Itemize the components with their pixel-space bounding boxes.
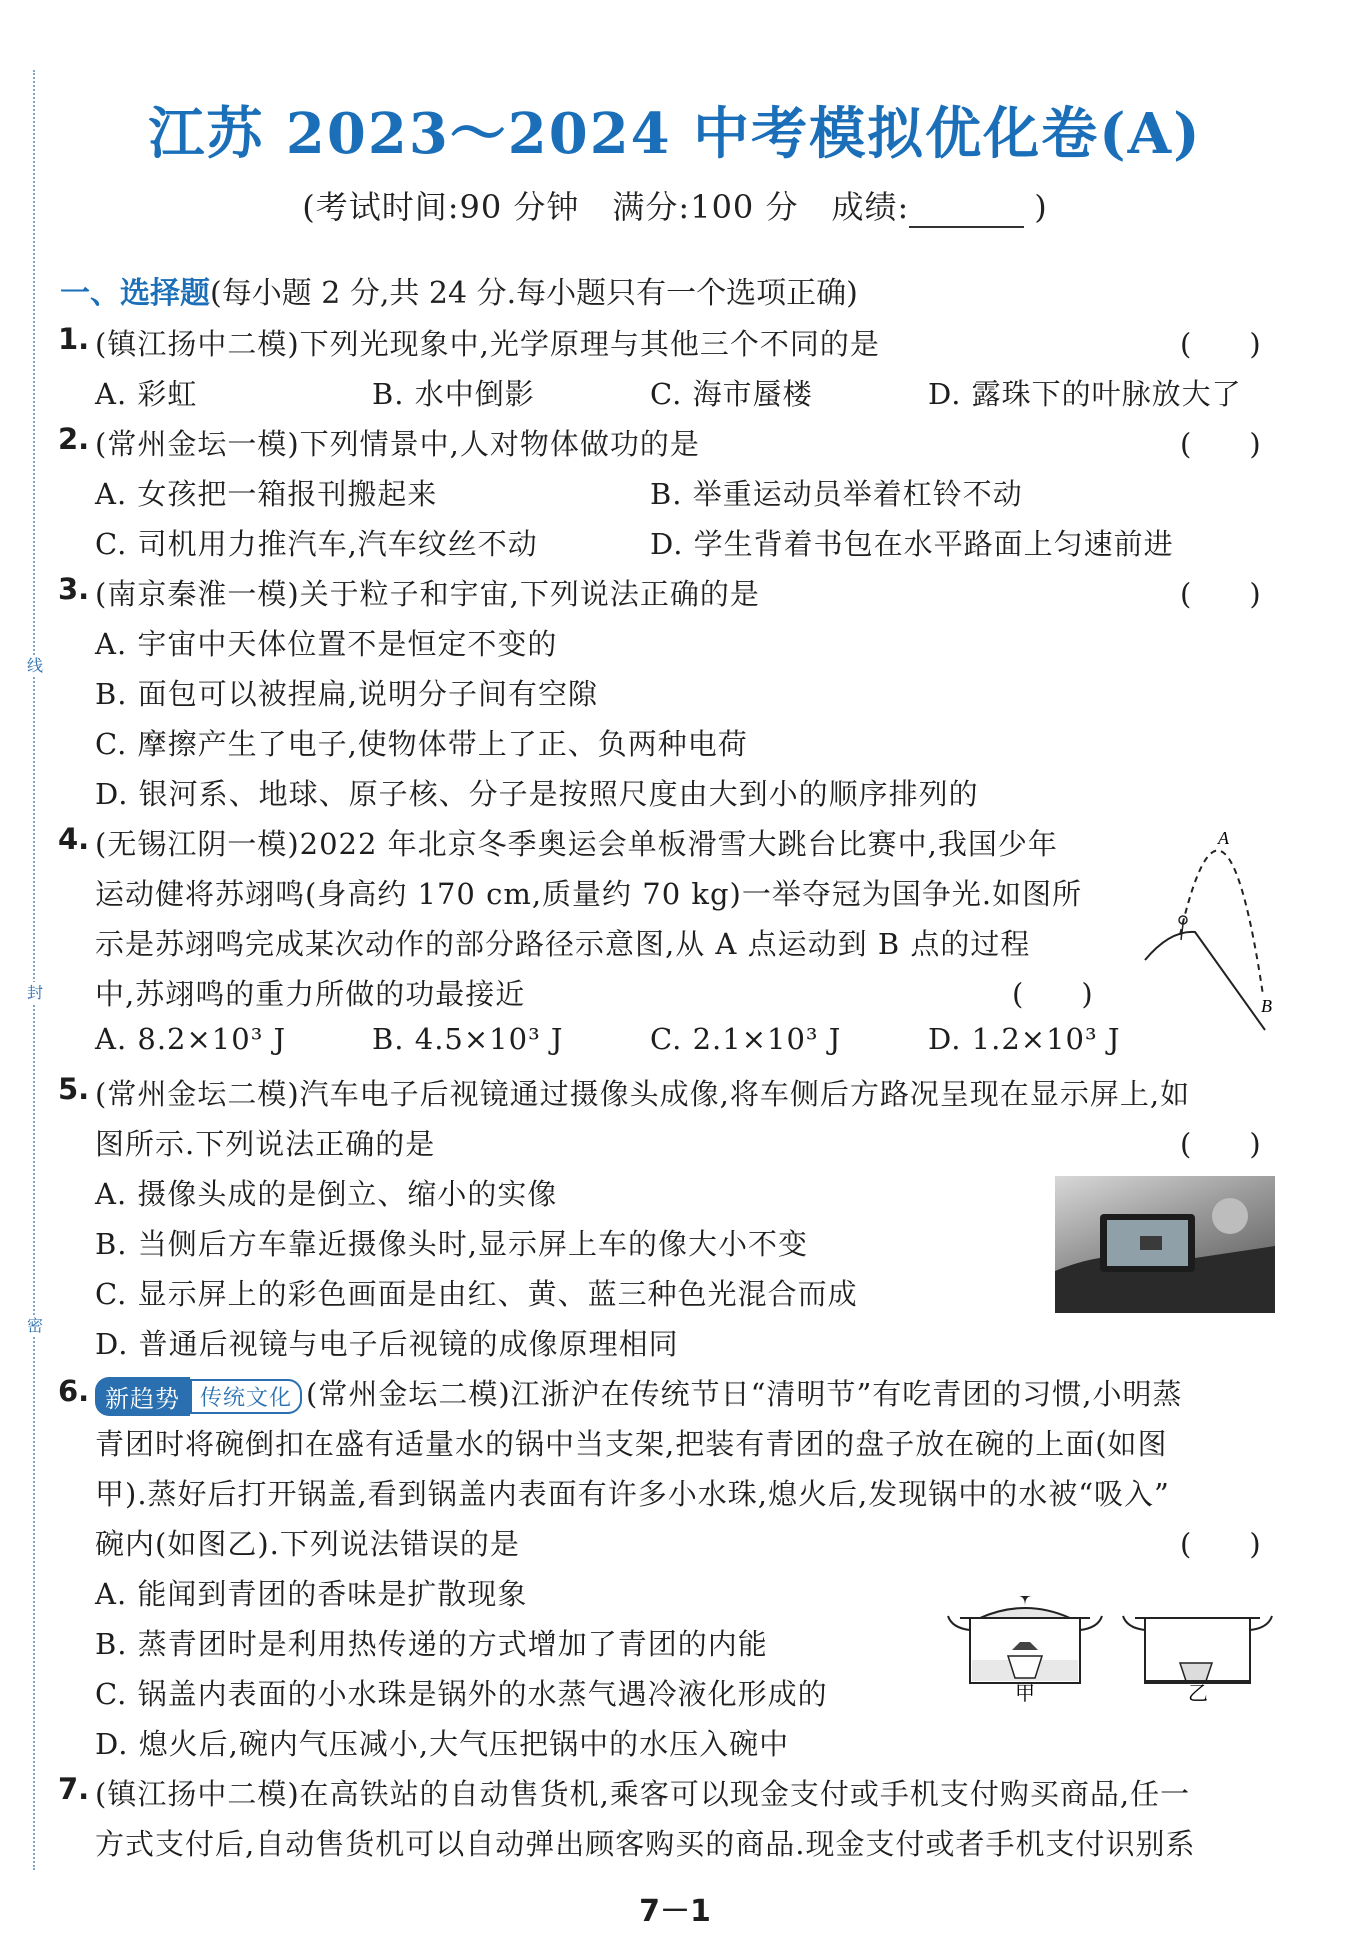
- option: B. 举重运动员举着杠铃不动: [650, 477, 1023, 511]
- pot-yi: [1123, 1616, 1272, 1683]
- question-stem: 运动健将苏翊鸣(身高约 170 cm,质量约 70 kg)一举夺冠为国争光.如图所: [95, 877, 1083, 911]
- section-title: 一、选择题: [60, 276, 210, 311]
- steamer-pot-figures: [940, 1578, 1280, 1708]
- skier-body: [1181, 924, 1183, 940]
- pot-jia: [948, 1596, 1102, 1683]
- question-stem: 碗内(如图乙).下列说法错误的是: [95, 1527, 520, 1561]
- question-number: 3.: [58, 572, 90, 606]
- option: B. 面包可以被捏扁,说明分子间有空隙: [95, 677, 598, 711]
- question-number: 4.: [58, 822, 90, 856]
- question-number: 7.: [58, 1772, 90, 1806]
- option: D. 学生背着书包在水平路面上匀速前进: [650, 527, 1174, 561]
- question-stem: 中,苏翊鸣的重力所做的功最接近: [95, 977, 526, 1011]
- question-number: 1.: [58, 322, 90, 356]
- option: A. 宇宙中天体位置不是恒定不变的: [95, 627, 558, 661]
- question-stem: 图所示.下列说法正确的是: [95, 1127, 436, 1161]
- page-title: 江苏 2023～2024 中考模拟优化卷(A): [148, 101, 1202, 167]
- ramp-slope: [1145, 932, 1265, 1030]
- option: C. 司机用力推汽车,汽车纹丝不动: [95, 527, 538, 561]
- answer-bracket: ( ): [1180, 427, 1261, 461]
- answer-bracket: ( ): [1180, 577, 1261, 611]
- option: A. 摄像头成的是倒立、缩小的实像: [95, 1177, 558, 1211]
- option: C. 显示屏上的彩色画面是由红、黄、蓝三种色光混合而成: [95, 1277, 858, 1311]
- question-stem: 方式支付后,自动售货机可以自动弹出顾客购买的商品.现金支付或者手机支付识别系: [95, 1827, 1196, 1861]
- question-stem: (镇江扬中二模)在高铁站的自动售货机,乘客可以现金支付或手机支付购买商品,任一: [95, 1777, 1191, 1811]
- section-heading: [60, 268, 858, 312]
- question-stem: (常州金坛二模)汽车电子后视镜通过摄像头成像,将车侧后方路况呈现在显示屏上,如: [95, 1077, 1191, 1111]
- figure-label-jia: 甲: [1015, 1683, 1035, 1705]
- answer-bracket: ( ): [1180, 1527, 1261, 1561]
- ski-trajectory-figure: [1135, 820, 1280, 1040]
- screen-car: [1140, 1236, 1162, 1250]
- question-stem: (无锡江阴一模)2022 年北京冬季奥运会单板滑雪大跳台比赛中,我国少年: [95, 827, 1058, 861]
- option: B. 4.5×10³ J: [372, 1022, 564, 1056]
- score-blank: [909, 198, 1024, 228]
- question-6-first-line: [95, 1372, 1183, 1416]
- exam-info-end: ): [1034, 188, 1048, 226]
- margin-mark-mi: 密: [24, 1315, 46, 1337]
- question-stem: 示是苏翊鸣完成某次动作的部分路径示意图,从 A 点运动到 B 点的过程: [95, 927, 1031, 961]
- section-note: (每小题 2 分,共 24 分.每小题只有一个选项正确): [210, 276, 858, 311]
- binding-dotted-line: [33, 70, 35, 1870]
- electronic-mirror-photo: [1055, 1176, 1275, 1313]
- option: D. 1.2×10³ J: [928, 1022, 1121, 1056]
- option: A. 女孩把一箱报刊搬起来: [95, 477, 438, 511]
- option: C. 2.1×10³ J: [650, 1022, 842, 1056]
- option: B. 水中倒影: [372, 377, 535, 411]
- margin-mark-xian: 线: [24, 655, 46, 677]
- option: B. 当侧后方车靠近摄像头时,显示屏上车的像大小不变: [95, 1227, 808, 1261]
- option: C. 海市蜃楼: [650, 377, 813, 411]
- question-number: 5.: [58, 1072, 90, 1106]
- new-trend-badge: 新趋势: [95, 1377, 190, 1416]
- figure-label-yi: 乙: [1188, 1683, 1208, 1705]
- option: D. 普通后视镜与电子后视镜的成像原理相同: [95, 1327, 679, 1361]
- jump-path: [1180, 851, 1263, 996]
- exam-info: [0, 182, 1350, 228]
- option: D. 银河系、地球、原子核、分子是按照尺度由大到小的顺序排列的: [95, 777, 979, 811]
- question-stem: (常州金坛一模)下列情景中,人对物体做功的是: [95, 427, 700, 461]
- option: A. 8.2×10³ J: [95, 1022, 287, 1056]
- answer-bracket: ( ): [1180, 1127, 1261, 1161]
- answer-bracket: ( ): [1180, 327, 1261, 361]
- answer-bracket: ( ): [1012, 977, 1093, 1011]
- option: B. 蒸青团时是利用热传递的方式增加了青团的内能: [95, 1627, 768, 1661]
- option: A. 能闻到青团的香味是扩散现象: [95, 1577, 528, 1611]
- point-label-a: A: [1218, 828, 1229, 848]
- car-interior-illustration: [1055, 1176, 1275, 1313]
- page-number: 7－1: [639, 1894, 711, 1929]
- question-stem: 甲).蒸好后打开锅盖,看到锅盖内表面有许多小水珠,熄火后,发现锅中的水被“吸入”: [95, 1477, 1170, 1511]
- option: C. 摩擦产生了电子,使物体带上了正、负两种电荷: [95, 727, 748, 761]
- point-label-b: B: [1261, 996, 1272, 1016]
- exam-info-text: (考试时间:90 分钟 满分:100 分 成绩:: [302, 188, 910, 226]
- question-stem: (镇江扬中二模)下列光现象中,光学原理与其他三个不同的是: [95, 327, 880, 361]
- option: D. 熄火后,碗内气压减小,大气压把锅中的水压入碗中: [95, 1727, 790, 1761]
- margin-mark-feng: 封: [24, 982, 46, 1004]
- option: A. 彩虹: [95, 377, 198, 411]
- question-stem: (常州金坛二模)江浙沪在传统节日“清明节”有吃青团的习惯,小明蒸: [306, 1377, 1183, 1411]
- question-number: 2.: [58, 422, 90, 456]
- question-stem: (南京秦淮一模)关于粒子和宇宙,下列说法正确的是: [95, 577, 760, 611]
- question-stem: 青团时将碗倒扣在盛有适量水的锅中当支架,把装有青团的盘子放在碗的上面(如图: [95, 1427, 1168, 1461]
- window-light: [1212, 1198, 1248, 1234]
- option: C. 锅盖内表面的小水珠是锅外的水蒸气遇冷液化形成的: [95, 1677, 828, 1711]
- option: D. 露珠下的叶脉放大了: [928, 377, 1242, 411]
- traditional-culture-badge: 传统文化: [190, 1379, 302, 1414]
- question-number: 6.: [58, 1374, 90, 1408]
